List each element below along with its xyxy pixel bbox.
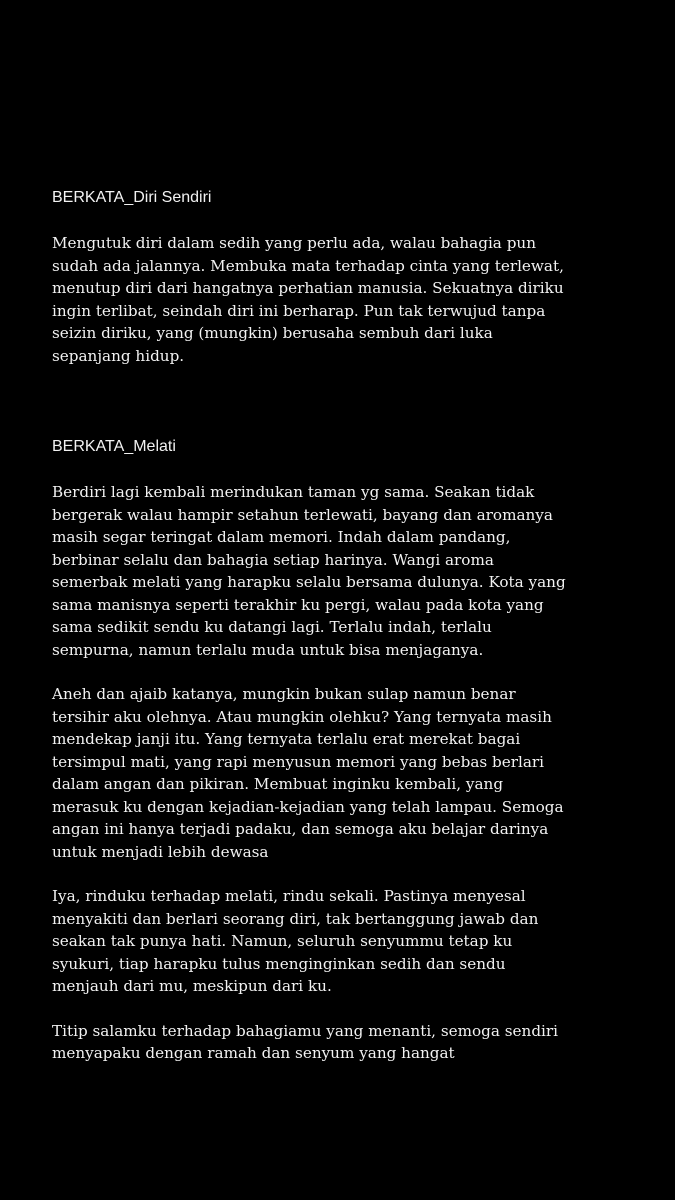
text-line: masih segar teringat dalam memori. Indah dalam pandang, [52,528,511,546]
section-melati [52,435,652,1065]
text-line: Iya, rinduku terhadap melati, rindu sekali. Pastinya menyesal [52,887,526,905]
text-line: syukuri, tiap harapku tulus menginginkan sedih dan sendu [52,954,506,973]
text-line: Titip salamku terhadap bahagiamu yang menanti, semoga sendiri [52,1021,559,1040]
text-line: semerbak melati yang harapku selalu bersama dulunya. Kota yang [52,573,566,591]
section-diri-sendiri [52,186,652,367]
text-line: ingin terlibat, seindah diri ini berharap. Pun tak terwujud tanpa [52,301,546,320]
text-line: seizin diriku, yang (mungkin) berusaha sembuh dari luka [52,324,493,342]
text-line: sama sedikit sendu ku datangi lagi. Terlalu indah, terlalu [52,618,492,636]
note-document [52,186,652,1065]
text-line: dalam angan dan pikiran. Membuat inginku kembali, yang [52,775,504,793]
text-line: sempurna, namun terlalu muda untuk bisa menjaganya. [52,640,484,659]
paragraph [52,683,652,863]
text-line: merasuk ku dengan kejadian-kejadian yang telah lampau. Semoga [52,797,564,816]
text-line: mendekap janji itu. Yang ternyata terlalu erat merekat bagai [52,730,521,748]
section-title: BERKATA_Melati [52,438,176,455]
text-line: berbinar selalu dan bahagia setiap harinya. Wangi aroma [52,550,494,569]
paragraph [52,1020,652,1065]
text-line: bergerak walau hampir setahun terlewati, bayang dan aromanya [52,505,553,524]
text-line: sepanjang hidup. [52,346,185,365]
paragraph [52,481,652,661]
text-line: tersimpul mati, yang rapi menyusun memori yang bebas berlari [52,752,545,771]
text-line: sudah ada jalannya. Membuka mata terhadap cinta yang terlewat, [52,256,564,275]
text-line: Aneh dan ajaib katanya, mungkin bukan sulap namun benar [52,685,516,703]
text-line: sama manisnya seperti terakhir ku pergi, walau pada kota yang [52,595,544,614]
text-line: angan ini hanya terjadi padaku, dan semoga aku belajar darinya [52,820,549,838]
text-line: Berdiri lagi kembali merindukan taman yg sama. Seakan tidak [52,483,535,501]
text-line: seakan tak punya hati. Namun, seluruh senyummu tetap ku [52,932,513,950]
text-line: menyakiti dan berlari seorang diri, tak bertanggung jawab dan [52,909,539,928]
text-line: tersihir aku olehnya. Atau mungkin olehku? Yang ternyata masih [52,707,552,726]
text-line: menutup diri dari hangatnya perhatian manusia. Sekuatnya diriku [52,279,564,297]
text-line: untuk menjadi lebih dewasa [52,842,269,861]
paragraph [52,885,652,998]
text-line: menyapaku dengan ramah dan senyum yang hangat [52,1044,455,1062]
text-line: menjauh dari mu, meskipun dari ku. [52,977,332,995]
section-title: BERKATA_Diri Sendiri [52,189,212,206]
text-line: Mengutuk diri dalam sedih yang perlu ada, walau bahagia pun [52,234,536,252]
paragraph [52,232,652,367]
